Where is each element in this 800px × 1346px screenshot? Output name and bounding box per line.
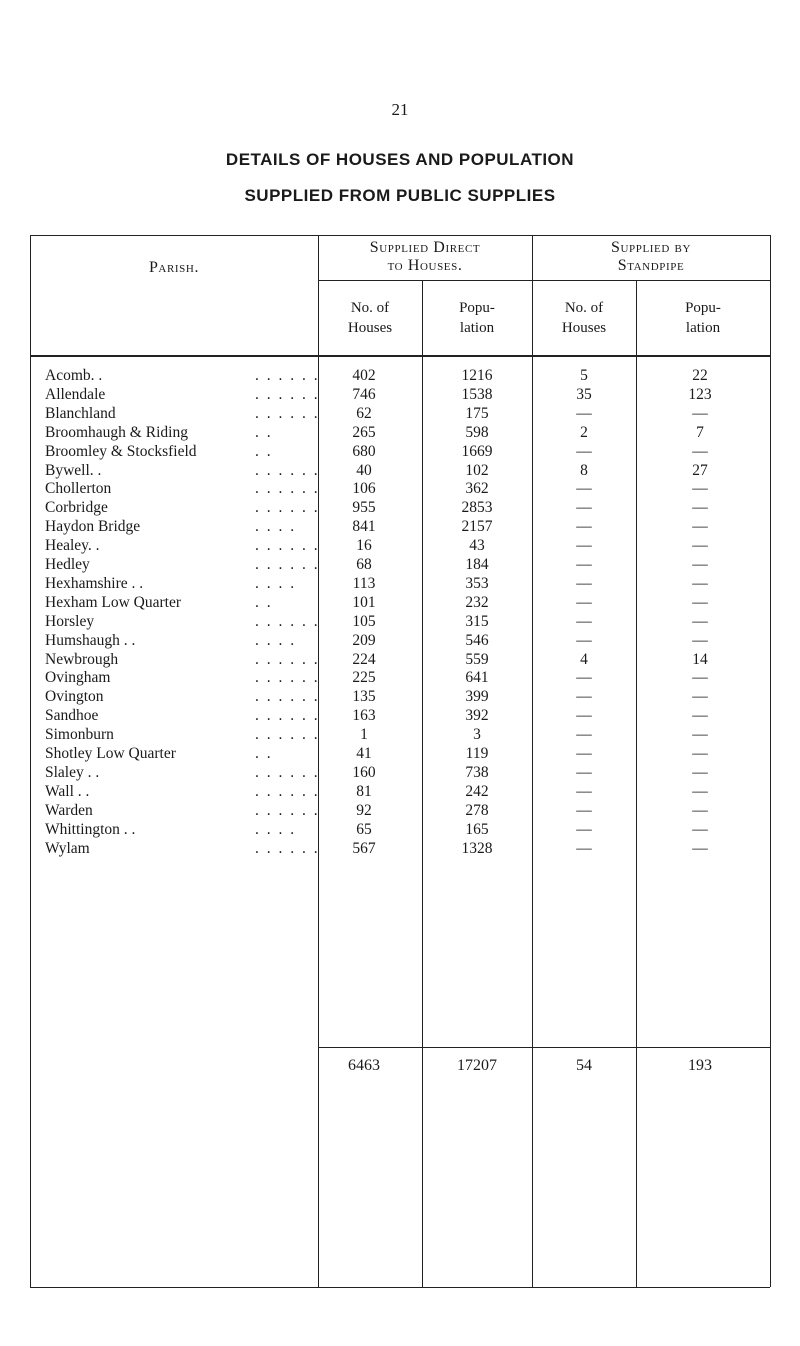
direct-houses-value: 265 xyxy=(352,423,376,441)
standpipe-houses-value: — xyxy=(576,801,592,819)
totals-row xyxy=(30,1053,770,1079)
leader-dots: . . . . . . xyxy=(255,556,320,573)
direct-population-header-line1: Popu- xyxy=(459,300,495,316)
parish-name: Wall . . xyxy=(45,782,90,800)
parish-name: Hexhamshire . . xyxy=(45,574,144,592)
direct-group-header-line2: to Houses. xyxy=(387,257,463,274)
direct-houses-value: 65 xyxy=(356,820,372,838)
direct-population-value: 43 xyxy=(469,537,485,555)
standpipe-houses-value: — xyxy=(576,537,592,555)
table-row xyxy=(30,839,770,858)
table-row xyxy=(30,404,770,423)
standpipe-population-header-line1: Popu- xyxy=(685,300,721,316)
standpipe-houses-value: — xyxy=(576,499,592,517)
leader-dots: . . . . . . xyxy=(255,782,320,800)
direct-houses-value: 101 xyxy=(352,593,376,611)
houses-population-table xyxy=(30,235,770,1285)
table-row xyxy=(30,517,770,536)
leader-dots: . . . . . . xyxy=(255,801,320,819)
standpipe-population-value: — xyxy=(692,801,708,819)
standpipe-population-value: — xyxy=(692,556,708,573)
leader-dots: . . . . . . xyxy=(255,461,320,479)
parish-name: Ovingham xyxy=(45,669,111,687)
table-row xyxy=(30,820,770,839)
group-subheader-rule xyxy=(318,280,770,281)
standpipe-houses-value: 35 xyxy=(576,385,592,403)
parish-name: Ovington xyxy=(45,688,104,706)
leader-dots: . . . . . . xyxy=(255,650,320,668)
parish-name: Broomhaugh & Riding xyxy=(45,423,188,441)
parish-name: Healey. . xyxy=(45,537,100,555)
direct-population-value: 232 xyxy=(465,593,489,611)
table-row xyxy=(30,763,770,782)
parish-name: Wylam xyxy=(45,839,90,857)
standpipe-population-value: — xyxy=(692,499,708,517)
direct-houses-value: 40 xyxy=(356,461,372,479)
standpipe-population-value: — xyxy=(692,518,708,536)
direct-population-value: 559 xyxy=(465,650,489,668)
total-standpipe-houses: 54 xyxy=(576,1057,592,1074)
table-bottom-rule xyxy=(30,1287,770,1288)
standpipe-population-value: — xyxy=(692,404,708,422)
header-bottom-rule xyxy=(30,355,770,357)
standpipe-houses-header-line2: Houses xyxy=(561,320,607,336)
leader-dots: . . xyxy=(255,423,273,441)
parish-name: Warden xyxy=(45,801,93,819)
standpipe-population-value: 7 xyxy=(696,423,704,441)
direct-houses-value: 567 xyxy=(352,839,376,857)
direct-population-value: 353 xyxy=(465,574,489,592)
leader-dots: . . . . . . xyxy=(255,707,320,725)
parish-name: Chollerton xyxy=(45,480,112,498)
table-row xyxy=(30,555,770,574)
direct-population-value: 598 xyxy=(465,423,489,441)
direct-houses-header-line2: Houses xyxy=(347,320,393,336)
direct-population-value: 102 xyxy=(465,461,489,479)
table-row xyxy=(30,612,770,631)
direct-houses-header-line1: No. of xyxy=(350,300,390,316)
table-row xyxy=(30,687,770,706)
parish-name: Slaley . . xyxy=(45,763,100,781)
direct-houses-value: 680 xyxy=(352,442,376,460)
direct-houses-value: 1 xyxy=(360,726,368,744)
table-row xyxy=(30,631,770,650)
standpipe-houses-value: — xyxy=(576,745,592,762)
direct-population-value: 184 xyxy=(465,556,489,573)
direct-population-value: 315 xyxy=(465,612,489,630)
leader-dots: . . . . . . xyxy=(255,537,320,555)
direct-population-value: 2853 xyxy=(461,499,493,517)
direct-population-value: 641 xyxy=(465,669,489,687)
standpipe-population-value: — xyxy=(692,763,708,781)
standpipe-population-value: — xyxy=(692,707,708,725)
leader-dots: . . . . xyxy=(255,631,297,649)
direct-population-value: 165 xyxy=(465,820,489,838)
parish-name: Hexham Low Quarter xyxy=(45,593,182,611)
totals-top-rule xyxy=(318,1047,770,1048)
standpipe-population-value: 27 xyxy=(692,461,708,479)
direct-population-value: 175 xyxy=(465,404,489,422)
direct-population-value: 1538 xyxy=(461,385,493,403)
standpipe-houses-value: — xyxy=(576,593,592,611)
standpipe-population-value: 22 xyxy=(692,367,708,384)
direct-population-value: 278 xyxy=(465,801,489,819)
standpipe-population-value: 14 xyxy=(692,650,708,668)
standpipe-population-value: — xyxy=(692,745,708,762)
direct-houses-value: 841 xyxy=(352,518,376,536)
leader-dots: . . . . . . xyxy=(255,669,320,687)
leader-dots: . . . . xyxy=(255,518,297,536)
leader-dots: . . . . xyxy=(255,574,297,592)
standpipe-houses-value: — xyxy=(576,669,592,687)
standpipe-houses-value: 8 xyxy=(580,461,588,479)
direct-population-header-line2: lation xyxy=(459,320,495,336)
standpipe-houses-value: — xyxy=(576,688,592,706)
table-top-rule xyxy=(30,235,770,236)
table-row xyxy=(30,366,770,385)
direct-houses-value: 113 xyxy=(352,574,376,592)
table-row xyxy=(30,668,770,687)
table-row xyxy=(30,479,770,498)
table-row xyxy=(30,593,770,612)
direct-population-value: 1328 xyxy=(461,839,493,857)
table-row xyxy=(30,725,770,744)
direct-population-value: 546 xyxy=(465,631,489,649)
standpipe-population-value: — xyxy=(692,574,708,592)
leader-dots: . . . . . . xyxy=(255,726,320,744)
direct-houses-value: 62 xyxy=(356,404,372,422)
leader-dots: . . . . . . xyxy=(255,688,320,706)
standpipe-group-header-line2: Standpipe xyxy=(617,257,685,274)
direct-houses-value: 106 xyxy=(352,480,376,498)
direct-population-value: 242 xyxy=(465,782,489,800)
parish-name: Allendale xyxy=(45,385,106,403)
parish-name: Horsley xyxy=(45,612,95,630)
leader-dots: . . xyxy=(255,745,273,762)
direct-houses-value: 225 xyxy=(352,669,376,687)
standpipe-population-value: — xyxy=(692,669,708,687)
direct-population-value: 1669 xyxy=(461,442,493,460)
table-row xyxy=(30,744,770,763)
total-standpipe-population: 193 xyxy=(688,1057,712,1074)
table-right-rule xyxy=(770,235,771,1287)
leader-dots: . . . . . . xyxy=(255,480,320,498)
parish-name: Broomley & Stocksfield xyxy=(45,442,197,460)
standpipe-houses-value: — xyxy=(576,612,592,630)
direct-population-value: 1216 xyxy=(461,367,493,384)
standpipe-population-value: — xyxy=(692,537,708,555)
direct-houses-value: 160 xyxy=(352,763,376,781)
direct-houses-value: 224 xyxy=(352,650,376,668)
standpipe-population-value: — xyxy=(692,839,708,857)
standpipe-houses-value: — xyxy=(576,839,592,857)
leader-dots: . . xyxy=(255,593,273,611)
standpipe-houses-value: — xyxy=(576,763,592,781)
total-direct-houses: 6463 xyxy=(348,1057,380,1074)
direct-houses-value: 16 xyxy=(356,537,372,555)
leader-dots: . . xyxy=(255,442,273,460)
parish-name: Newbrough xyxy=(45,650,119,668)
standpipe-population-value: — xyxy=(692,480,708,498)
leader-dots: . . . . . . xyxy=(255,404,320,422)
standpipe-houses-value: 2 xyxy=(580,423,588,441)
parish-name: Whittington . . xyxy=(45,820,136,838)
parish-name: Sandhoe xyxy=(45,707,99,725)
direct-houses-value: 68 xyxy=(356,556,372,573)
parish-name: Haydon Bridge xyxy=(45,518,141,536)
parish-name: Corbridge xyxy=(45,499,108,517)
standpipe-population-value: — xyxy=(692,782,708,800)
parish-name: Blanchland xyxy=(45,404,116,422)
direct-population-value: 362 xyxy=(465,480,489,498)
standpipe-population-value: 123 xyxy=(688,385,712,403)
page-title: DETAILS OF HOUSES AND POPULATION xyxy=(225,150,575,169)
direct-houses-value: 92 xyxy=(356,801,372,819)
table-row xyxy=(30,801,770,820)
direct-population-value: 119 xyxy=(465,745,489,762)
standpipe-houses-value: 5 xyxy=(580,367,588,384)
table-row xyxy=(30,442,770,461)
standpipe-houses-value: — xyxy=(576,518,592,536)
standpipe-houses-value: — xyxy=(576,707,592,725)
table-row xyxy=(30,574,770,593)
direct-houses-value: 955 xyxy=(352,499,376,517)
table-row xyxy=(30,385,770,404)
standpipe-houses-header-line1: No. of xyxy=(564,300,604,316)
direct-houses-value: 402 xyxy=(352,367,376,384)
standpipe-houses-value: — xyxy=(576,404,592,422)
standpipe-houses-value: — xyxy=(576,480,592,498)
leader-dots: . . . . . . xyxy=(255,385,320,403)
leader-dots: . . . . . . xyxy=(255,612,320,630)
parish-name: Shotley Low Quarter xyxy=(45,745,176,762)
standpipe-population-header-line2: lation xyxy=(685,320,721,336)
standpipe-houses-value: — xyxy=(576,782,592,800)
direct-houses-value: 81 xyxy=(356,782,372,800)
standpipe-group-header-line1: Supplied by xyxy=(610,239,691,256)
direct-houses-value: 41 xyxy=(356,745,372,762)
standpipe-houses-value: — xyxy=(576,726,592,744)
parish-name: Simonburn xyxy=(45,726,114,744)
table-row xyxy=(30,782,770,801)
leader-dots: . . . . . . xyxy=(255,763,320,781)
parish-name: Humshaugh . . xyxy=(45,631,136,649)
standpipe-houses-value: 4 xyxy=(580,650,588,668)
direct-population-value: 2157 xyxy=(461,518,493,536)
direct-houses-value: 105 xyxy=(352,612,376,630)
parish-name: Bywell. . xyxy=(45,461,102,479)
direct-group-header-line1: Supplied Direct xyxy=(369,239,481,256)
standpipe-population-value: — xyxy=(692,593,708,611)
leader-dots: . . . . xyxy=(255,820,297,838)
page-number: 21 xyxy=(391,100,409,119)
standpipe-houses-value: — xyxy=(576,574,592,592)
standpipe-houses-value: — xyxy=(576,820,592,838)
leader-dots: . . . . . . xyxy=(255,367,320,384)
direct-houses-value: 746 xyxy=(352,385,376,403)
table-row xyxy=(30,650,770,669)
standpipe-population-value: — xyxy=(692,688,708,706)
table-row xyxy=(30,498,770,517)
standpipe-population-value: — xyxy=(692,820,708,838)
parish-name: Acomb. . xyxy=(45,367,103,384)
page-subtitle: SUPPLIED FROM PUBLIC SUPPLIES xyxy=(244,186,556,205)
leader-dots: . . . . . . xyxy=(255,499,320,517)
standpipe-houses-value: — xyxy=(576,556,592,573)
standpipe-houses-value: — xyxy=(576,631,592,649)
table-row xyxy=(30,423,770,442)
direct-population-value: 738 xyxy=(465,763,489,781)
table-row xyxy=(30,461,770,480)
direct-houses-value: 209 xyxy=(352,631,376,649)
table-row xyxy=(30,536,770,555)
direct-houses-value: 163 xyxy=(352,707,376,725)
standpipe-houses-value: — xyxy=(576,442,592,460)
parish-header: Parish. xyxy=(148,259,200,276)
total-direct-population: 17207 xyxy=(457,1057,497,1074)
table-row xyxy=(30,706,770,725)
standpipe-population-value: — xyxy=(692,631,708,649)
direct-population-value: 392 xyxy=(465,707,489,725)
standpipe-population-value: — xyxy=(692,726,708,744)
standpipe-population-value: — xyxy=(692,612,708,630)
standpipe-population-value: — xyxy=(692,442,708,460)
direct-population-value: 399 xyxy=(465,688,489,706)
direct-houses-value: 135 xyxy=(352,688,376,706)
direct-population-value: 3 xyxy=(473,726,481,744)
leader-dots: . . . . . . xyxy=(255,839,320,857)
parish-name: Hedley xyxy=(45,556,90,573)
